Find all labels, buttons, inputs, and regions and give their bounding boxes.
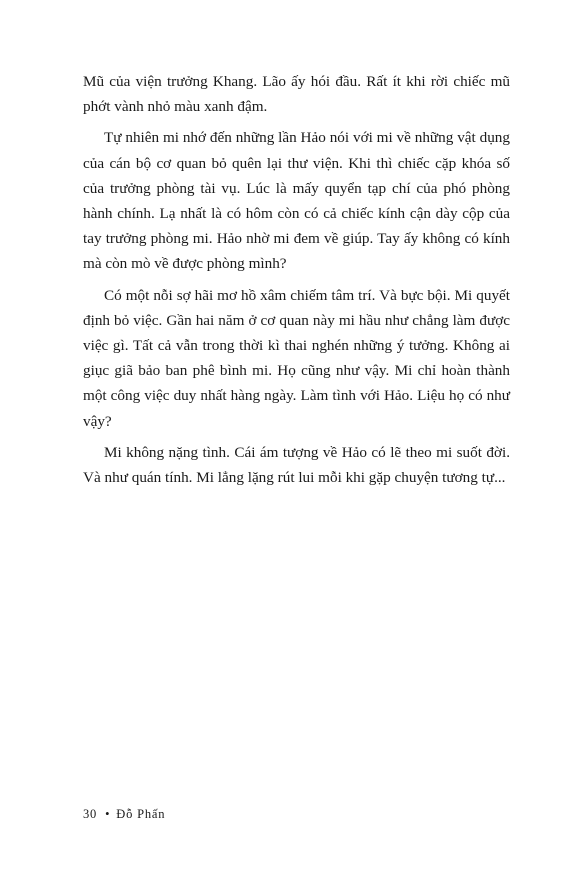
page-footer: [83, 805, 165, 823]
paragraph: Có một nỗi sợ hãi mơ hồ xâm chiếm tâm trí. Và bực bội. Mi quyết định bỏ việc. Gần hai năm ở cơ quan này mi hầu như chẳng làm được việc gì. Tất cả vẫn trong thời kì thai nghén những ý tưởng. Không ai giục giã bảo ban phê bình mi. Họ cũng như vậy. Mi chỉ hoàn thành một công việc duy nhất hàng ngày. Làm tình với Hảo. Liệu họ có như vậy?: [83, 286, 510, 430]
author-name: Đỗ Phấn: [116, 807, 166, 821]
page-body: [83, 69, 510, 496]
paragraph: Mi không nặng tình. Cái ám tượng về Hảo có lẽ theo mi suốt đời. Và như quán tính. Mi lẳng lặng rút lui mỗi khi gặp chuyện tương tự...: [83, 443, 510, 487]
paragraph: Tự nhiên mi nhớ đến những lần Hảo nói với mi về những vật dụng của cán bộ cơ quan bỏ quên lại thư viện. Khi thì chiếc cặp khóa số của trưởng phòng tài vụ. Lúc là mấy quyển tạp chí của phó phòng hành chính. Lạ nhất là có hôm còn có cả chiếc kính cận dày cộp của tay trưởng phòng mi. Hảo nhờ mi đem về giúp. Tay ấy không có kính mà còn mò về được phòng mình?: [83, 129, 510, 273]
paragraph: Mũ của viện trưởng Khang. Lão ấy hói đầu. Rất ít khi rời chiếc mũ phớt vành nhỏ màu xanh đậm.: [83, 73, 510, 116]
footer-separator: •: [105, 807, 111, 821]
page-number: 30: [83, 807, 98, 821]
